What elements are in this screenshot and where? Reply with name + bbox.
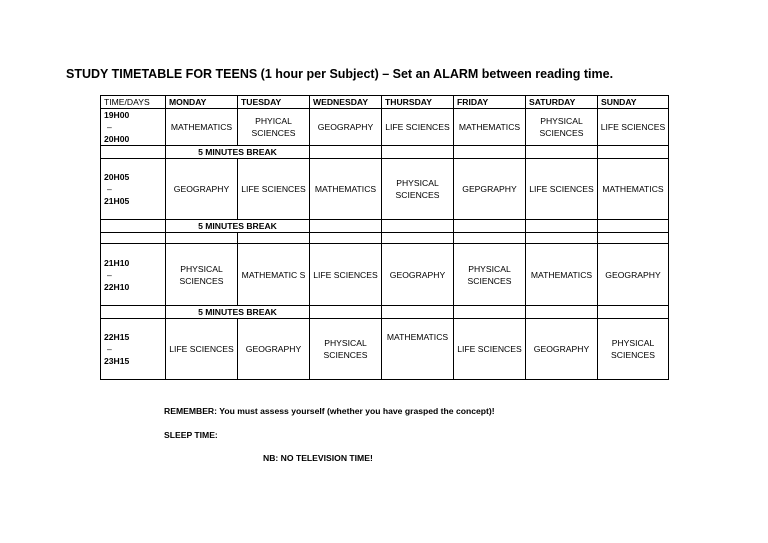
day-header-monday: MONDAY [166,96,238,109]
empty-cell [454,220,526,233]
table-row [101,244,669,306]
empty-cell [101,220,166,233]
remember-note: REMEMBER: You must assess yourself (whether you have grasped the concept)! [164,406,495,416]
empty-cell [101,146,166,159]
break-label: 5 MINUTES BREAK [166,306,310,319]
time-cell [101,244,166,306]
empty-cell [382,220,454,233]
corner-header: TIME/DAYS [101,96,166,109]
time-end: 21H05 [104,196,130,206]
time-end: 20H00 [104,134,130,144]
empty-cell [526,146,598,159]
empty-cell [454,306,526,319]
empty-cell [382,306,454,319]
table-row [101,319,669,380]
day-header-saturday: SATURDAY [526,96,598,109]
empty-cell [310,220,382,233]
break-row [101,220,669,233]
break-row [101,146,669,159]
empty-cell [598,306,669,319]
header-row [101,96,669,109]
subject-cell: MATHEMATICS [526,244,598,306]
subject-cell: PHYSICAL SCIENCES [166,244,238,306]
subject-cell: LIFE SCIENCES [310,244,382,306]
table-row [101,159,669,220]
nb-note: NB: NO TELEVISION TIME! [263,453,373,463]
empty-cell [310,146,382,159]
break-label: 5 MINUTES BREAK [166,146,310,159]
page-title: STUDY TIMETABLE FOR TEENS (1 hour per Subject) – Set an ALARM between reading time. [66,67,614,81]
subject-cell: PHYSICAL SCIENCES [310,319,382,380]
time-dash: – [107,184,112,194]
subject-cell: GEPGRAPHY [454,159,526,220]
sleep-time-label: SLEEP TIME: [164,430,218,440]
subject-cell: GEOGRAPHY [238,319,310,380]
subject-cell: MATHEMATICS [166,109,238,146]
subject-cell: PHYSICAL SCIENCES [382,159,454,220]
subject-cell: MATHEMATICS [598,159,669,220]
empty-cell [101,306,166,319]
time-cell [101,319,166,380]
subject-cell: GEOGRAPHY [598,244,669,306]
table-row [101,109,669,146]
time-end: 23H15 [104,356,130,366]
empty-cell [526,306,598,319]
subject-cell: MATHEMATICS [454,109,526,146]
day-header-thursday: THURSDAY [382,96,454,109]
time-start: 22H15 [104,332,130,342]
subject-cell: LIFE SCIENCES [526,159,598,220]
empty-cell [598,146,669,159]
empty-cell [598,220,669,233]
empty-cell [310,306,382,319]
time-dash: – [107,122,112,132]
time-cell [101,159,166,220]
subject-cell: LIFE SCIENCES [382,109,454,146]
day-header-sunday: SUNDAY [598,96,669,109]
time-dash: – [107,344,112,354]
time-start: 20H05 [104,172,130,182]
subject-cell: PHYSICAL SCIENCES [454,244,526,306]
timetable [100,95,669,380]
subject-cell: LIFE SCIENCES [238,159,310,220]
subject-cell: PHYSICAL SCIENCES [526,109,598,146]
subject-cell: GEOGRAPHY [310,109,382,146]
empty-cell [454,146,526,159]
subject-cell: LIFE SCIENCES [598,109,669,146]
subject-cell: MATHEMATICS [382,319,454,380]
break-label: 5 MINUTES BREAK [166,220,310,233]
empty-cell [526,220,598,233]
time-end: 22H10 [104,281,130,292]
subject-cell: LIFE SCIENCES [166,319,238,380]
subject-cell: LIFE SCIENCES [454,319,526,380]
subject-cell: MATHEMATICS [310,159,382,220]
day-header-friday: FRIDAY [454,96,526,109]
time-start: 21H10 [104,257,130,268]
subject-cell: PHYSICAL SCIENCES [598,319,669,380]
time-dash: – [107,269,112,280]
subject-cell: MATHEMATIC S [238,244,310,306]
subject-cell: GEOGRAPHY [382,244,454,306]
empty-cell [382,146,454,159]
day-header-wednesday: WEDNESDAY [310,96,382,109]
day-header-tuesday: TUESDAY [238,96,310,109]
subject-cell: GEOGRAPHY [526,319,598,380]
time-start: 19H00 [104,110,130,120]
time-cell [101,109,166,146]
break-row [101,306,669,319]
subject-cell: PHYICAL SCIENCES [238,109,310,146]
spacer-row [101,233,669,244]
subject-cell: GEOGRAPHY [166,159,238,220]
